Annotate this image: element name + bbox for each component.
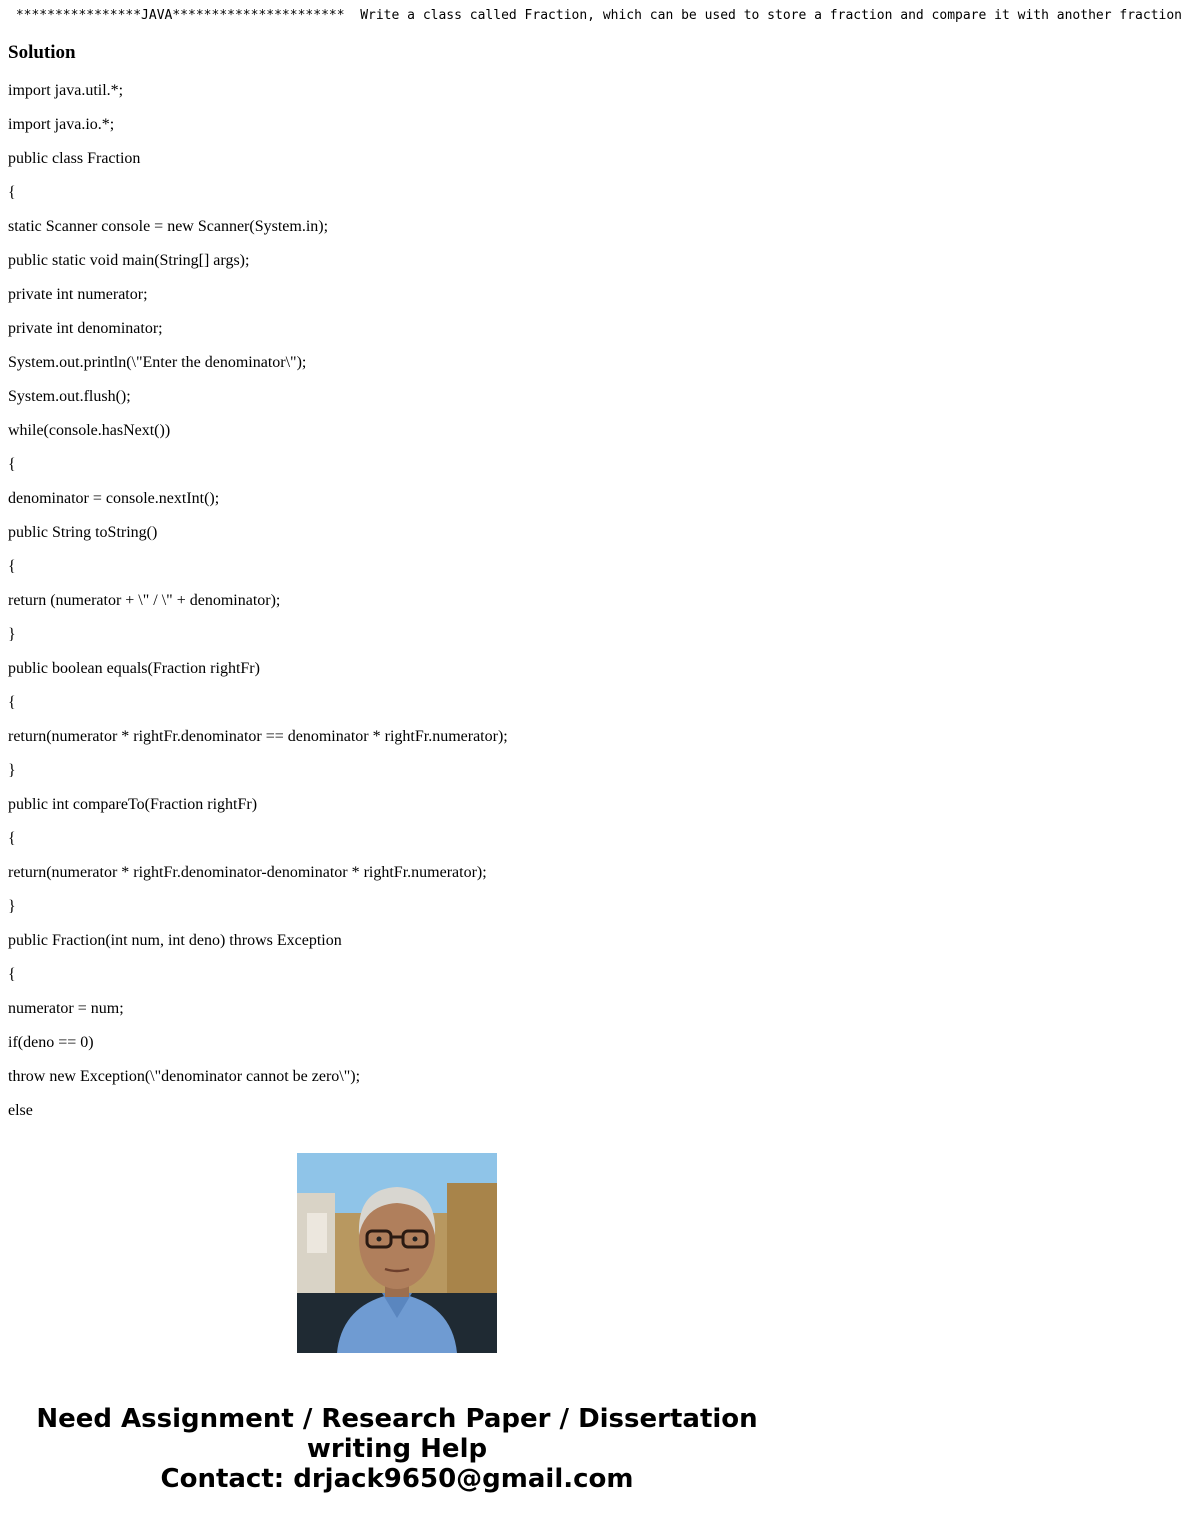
code-line: return(numerator * rightFr.denominator == denominator * rightFr.numerator); bbox=[8, 728, 508, 745]
code-line: } bbox=[8, 898, 16, 915]
code-line: public String toString() bbox=[8, 524, 158, 541]
code-line: { bbox=[8, 830, 16, 847]
code-line: if(deno == 0) bbox=[8, 1034, 94, 1051]
code-line: { bbox=[8, 558, 16, 575]
code-line: public class Fraction bbox=[8, 150, 141, 167]
code-line: System.out.println(\"Enter the denominator\"); bbox=[8, 354, 307, 371]
code-line: return (numerator + \" / \" + denominator); bbox=[8, 592, 281, 609]
code-line: return(numerator * rightFr.denominator-denominator * rightFr.numerator); bbox=[8, 864, 487, 881]
code-line: { bbox=[8, 966, 16, 983]
code-line: while(console.hasNext()) bbox=[8, 422, 171, 439]
contact-banner bbox=[0, 1404, 794, 1494]
cta-line-2: writing Help bbox=[306, 1434, 488, 1464]
tutor-photo bbox=[297, 1153, 497, 1353]
code-line: denominator = console.nextInt(); bbox=[8, 490, 220, 507]
cta-line-1: Need Assignment / Research Paper / Dissertation bbox=[36, 1404, 758, 1434]
code-line: public static void main(String[] args); bbox=[8, 252, 250, 269]
code-line: private int denominator; bbox=[8, 320, 163, 337]
code-line: throw new Exception(\"denominator cannot be zero\"); bbox=[8, 1068, 361, 1085]
solution-heading: Solution bbox=[8, 42, 76, 63]
code-line: } bbox=[8, 762, 16, 779]
question-text: ****************JAVA********************** Write a class called Fraction, which can be used to store a fraction and compare it with another fraction bbox=[8, 8, 1182, 23]
code-line: { bbox=[8, 694, 16, 711]
code-line: public boolean equals(Fraction rightFr) bbox=[8, 660, 260, 677]
code-line: public Fraction(int num, int deno) throws Exception bbox=[8, 932, 342, 949]
code-line: static Scanner console = new Scanner(System.in); bbox=[8, 218, 329, 235]
tutor-portrait-icon bbox=[297, 1153, 497, 1353]
code-line: import java.util.*; bbox=[8, 82, 124, 99]
code-line: import java.io.*; bbox=[8, 116, 115, 133]
code-line: System.out.flush(); bbox=[8, 388, 131, 405]
code-line: { bbox=[8, 456, 16, 473]
code-line: else bbox=[8, 1102, 33, 1119]
solution-code bbox=[8, 79, 788, 1133]
code-line: numerator = num; bbox=[8, 1000, 124, 1017]
code-line: private int numerator; bbox=[8, 286, 148, 303]
code-line: public int compareTo(Fraction rightFr) bbox=[8, 796, 258, 813]
code-line: } bbox=[8, 626, 16, 643]
contact-email: Contact: drjack9650@gmail.com bbox=[160, 1464, 634, 1494]
code-line: { bbox=[8, 184, 16, 201]
